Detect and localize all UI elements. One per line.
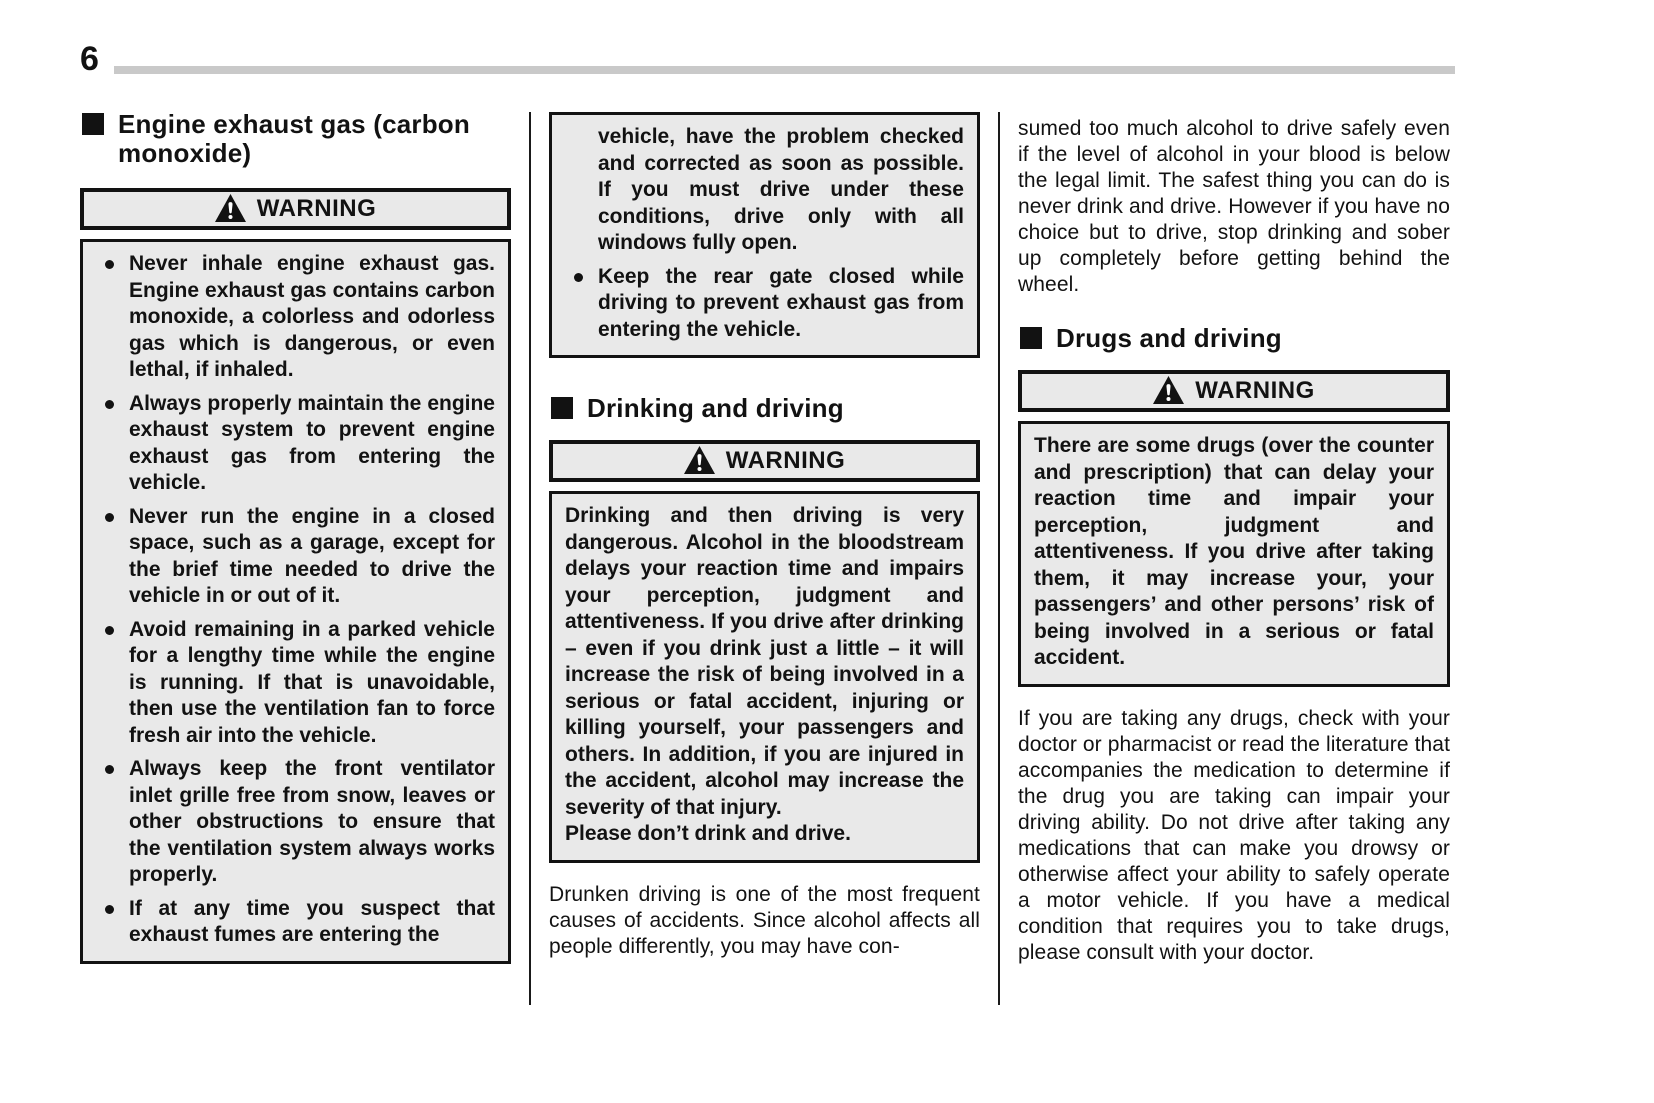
warning-label: WARNING [1195, 377, 1315, 404]
section-square-icon [551, 397, 573, 419]
warning-list-item: If at any time you suspect that exhaust fumes are entering the [96, 896, 495, 949]
warning-label: WARNING [256, 195, 377, 222]
warning-header-exhaust [80, 188, 511, 230]
warning-text-drinking: Drinking and then driving is very dangerous. Alcohol in the bloodstream delays your reaction time and impairs your perception, judgment and attentiveness. If you drive after drinking – even if you drink just a little – it will increase the risk of being involved in a serious or fatal accident, injuring or killing yourself, your passengers and others. In addition, if you are injured in the accident, alcohol may increase the severity of that injury. [565, 504, 964, 819]
body-paragraph-drunken-driving: Drunken driving is one of the most frequent causes of accidents. Since alcohol affects all people differently, you may have con- [549, 882, 980, 958]
warning-list-item: Keep the rear gate closed while driving to prevent exhaust gas from entering the vehicle. [565, 264, 964, 344]
column-3 [1018, 110, 1450, 966]
warning-triangle-icon [1153, 376, 1184, 404]
column-separator-1 [529, 112, 531, 1005]
warning-header-drinking [549, 440, 980, 482]
header-rule [114, 66, 1455, 74]
warning-list-exhaust-continued [565, 264, 964, 344]
warning-box-exhaust-continued [549, 112, 980, 358]
section-heading-drinking [549, 394, 980, 423]
warning-triangle-icon [684, 446, 715, 474]
warning-text-drugs: There are some drugs (over the counter and prescription) that can delay your reaction time and impair your perception, judgment and attentiveness. If you drive after taking them, it may increase your, your passengers’ and other persons’ risk of being involved in a serious or fatal accident. [1034, 434, 1434, 669]
section-square-icon [1020, 327, 1042, 349]
warning-list-item: Always properly maintain the engine exhaust system to prevent engine exhaust gas from entering the vehicle. [96, 391, 495, 497]
body-paragraph-alcohol-continued: sumed too much alcohol to drive safely even if the level of alcohol in your blood is below the legal limit. The safest thing you can do is never drink and drive. However if you have no choice but to drive, stop drinking and sober up completely before getting behind the wheel. [1018, 117, 1450, 296]
warning-header-drugs [1018, 370, 1450, 412]
section-heading-label: Engine exhaust gas (carbon monoxide) [118, 109, 470, 168]
page-number: 6 [80, 40, 100, 78]
warning-box-drinking [549, 491, 980, 863]
section-heading-drugs [1018, 324, 1450, 353]
section-heading-exhaust-gas [80, 110, 511, 168]
warning-list-exhaust [96, 251, 495, 949]
section-square-icon [82, 113, 104, 135]
page-header [0, 0, 1654, 76]
warning-list-item: Always keep the front ventilator inlet grille free from snow, leaves or other obstructions to ensure that the ventilation system always works properly. [96, 756, 495, 889]
column-1 [80, 110, 511, 964]
body-paragraph-drugs-advice: If you are taking any drugs, check with your doctor or pharmacist or read the literature that accompanies the medication to determine if the drug you are taking can impair your driving ability. Do not drive after taking any medications that can make you drowsy or otherwise affect your ability to safely operate a motor vehicle. If you have a medical condition that requires you to take drugs, please consult with your doctor. [1018, 706, 1451, 964]
warning-continuation-text: vehicle, have the problem checked and corrected as soon as possible. If you must drive under these conditions, drive only with all windows fully open. [598, 125, 964, 254]
warning-box-drugs [1018, 421, 1450, 687]
warning-footer-drinking: Please don’t drink and drive. [565, 822, 851, 845]
warning-list-item: Never run the engine in a closed space, such as a garage, except for the brief time needed to drive the vehicle in or out of it. [96, 504, 495, 610]
page-columns [80, 110, 1455, 1005]
section-heading-label: Drinking and driving [587, 393, 844, 423]
section-heading-label: Drugs and driving [1056, 323, 1282, 353]
warning-list-item: Avoid remaining in a parked vehicle for a lengthy time while the engine is running. If that is unavoidable, then use the ventilation fan to force fresh air into the vehicle. [96, 617, 495, 750]
column-separator-2 [998, 112, 1000, 1005]
column-2 [549, 110, 980, 960]
warning-box-exhaust [80, 239, 511, 964]
warning-list-item: Never inhale engine exhaust gas. Engine exhaust gas contains carbon monoxide, a colorless and odorless gas which is dangerous, or even lethal, if inhaled. [96, 251, 495, 384]
warning-label: WARNING [725, 447, 846, 474]
warning-triangle-icon [215, 194, 246, 222]
